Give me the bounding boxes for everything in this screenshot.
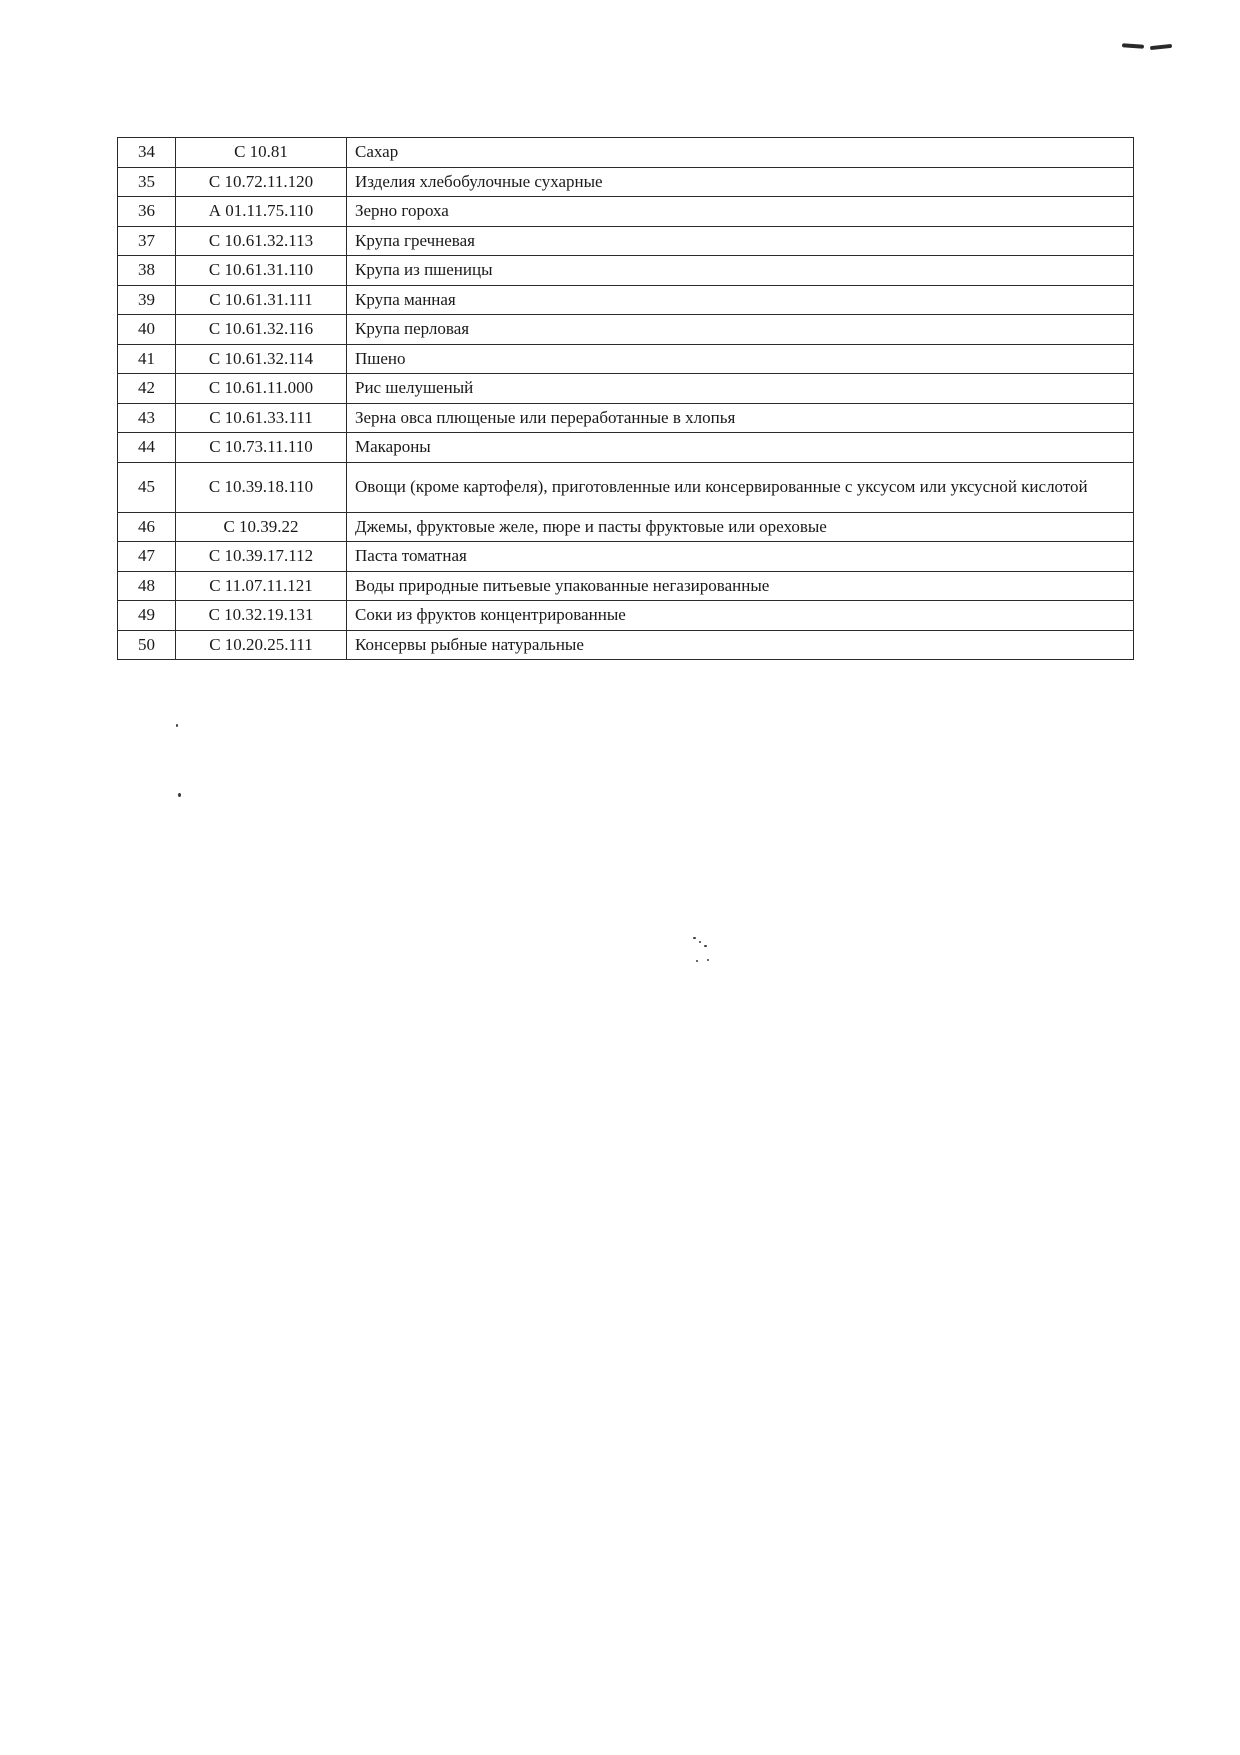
scan-speck	[707, 959, 709, 961]
scan-artifact-mark	[1122, 43, 1144, 49]
product-name: Крупа из пшеницы	[347, 256, 1134, 286]
row-number: 34	[118, 138, 176, 168]
row-number: 47	[118, 542, 176, 572]
product-code: А 01.11.75.110	[176, 197, 347, 227]
table-row	[118, 571, 1134, 601]
table-row	[118, 512, 1134, 542]
product-code: С 10.72.11.120	[176, 167, 347, 197]
row-number: 48	[118, 571, 176, 601]
product-code: С 10.61.32.113	[176, 226, 347, 256]
table-row	[118, 433, 1134, 463]
table-row	[118, 601, 1134, 631]
product-code: С 10.61.33.111	[176, 403, 347, 433]
table-row	[118, 138, 1134, 168]
product-name: Соки из фруктов концентрированные	[347, 601, 1134, 631]
table-row	[118, 542, 1134, 572]
product-code: С 11.07.11.121	[176, 571, 347, 601]
scan-speck	[696, 960, 698, 962]
table-row	[118, 285, 1134, 315]
table-row	[118, 630, 1134, 660]
product-name: Пшено	[347, 344, 1134, 374]
product-code: С 10.61.31.111	[176, 285, 347, 315]
row-number: 44	[118, 433, 176, 463]
product-name: Макароны	[347, 433, 1134, 463]
product-name: Овощи (кроме картофеля), приготовленные или консервированные с уксусом или уксусной кислотой	[347, 462, 1134, 512]
product-name: Паста томатная	[347, 542, 1134, 572]
product-code: С 10.61.31.110	[176, 256, 347, 286]
scan-speck	[693, 937, 696, 939]
product-code: С 10.73.11.110	[176, 433, 347, 463]
product-name: Воды природные питьевые упакованные негазированные	[347, 571, 1134, 601]
table-row	[118, 462, 1134, 512]
product-name: Крупа манная	[347, 285, 1134, 315]
table-row	[118, 403, 1134, 433]
row-number: 43	[118, 403, 176, 433]
product-name: Зерна овса плющеные или переработанные в хлопья	[347, 403, 1134, 433]
product-name: Изделия хлебобулочные сухарные	[347, 167, 1134, 197]
product-table-body	[118, 138, 1134, 660]
product-name: Джемы, фруктовые желе, пюре и пасты фруктовые или ореховые	[347, 512, 1134, 542]
scan-speck	[704, 945, 707, 947]
row-number: 40	[118, 315, 176, 345]
row-number: 42	[118, 374, 176, 404]
table-row	[118, 374, 1134, 404]
scan-speck	[176, 724, 178, 727]
row-number: 41	[118, 344, 176, 374]
product-code: С 10.32.19.131	[176, 601, 347, 631]
row-number: 35	[118, 167, 176, 197]
product-name: Крупа гречневая	[347, 226, 1134, 256]
row-number: 49	[118, 601, 176, 631]
product-name: Сахар	[347, 138, 1134, 168]
row-number: 45	[118, 462, 176, 512]
product-name: Консервы рыбные натуральные	[347, 630, 1134, 660]
product-code: С 10.61.32.114	[176, 344, 347, 374]
table-row	[118, 344, 1134, 374]
row-number: 36	[118, 197, 176, 227]
scan-speck	[178, 793, 181, 797]
table-row	[118, 197, 1134, 227]
product-name: Рис шелушеный	[347, 374, 1134, 404]
product-code: С 10.20.25.111	[176, 630, 347, 660]
row-number: 37	[118, 226, 176, 256]
row-number: 39	[118, 285, 176, 315]
product-code: С 10.81	[176, 138, 347, 168]
table-row	[118, 315, 1134, 345]
product-code: С 10.61.32.116	[176, 315, 347, 345]
product-code: С 10.39.22	[176, 512, 347, 542]
product-code: С 10.61.11.000	[176, 374, 347, 404]
row-number: 38	[118, 256, 176, 286]
table-row	[118, 226, 1134, 256]
product-code: С 10.39.17.112	[176, 542, 347, 572]
product-name: Крупа перловая	[347, 315, 1134, 345]
row-number: 50	[118, 630, 176, 660]
row-number: 46	[118, 512, 176, 542]
table-row	[118, 256, 1134, 286]
scan-artifact-mark	[1150, 44, 1172, 50]
product-code: С 10.39.18.110	[176, 462, 347, 512]
product-name: Зерно гороха	[347, 197, 1134, 227]
table-row	[118, 167, 1134, 197]
scan-speck	[699, 941, 701, 943]
product-table	[117, 137, 1134, 660]
